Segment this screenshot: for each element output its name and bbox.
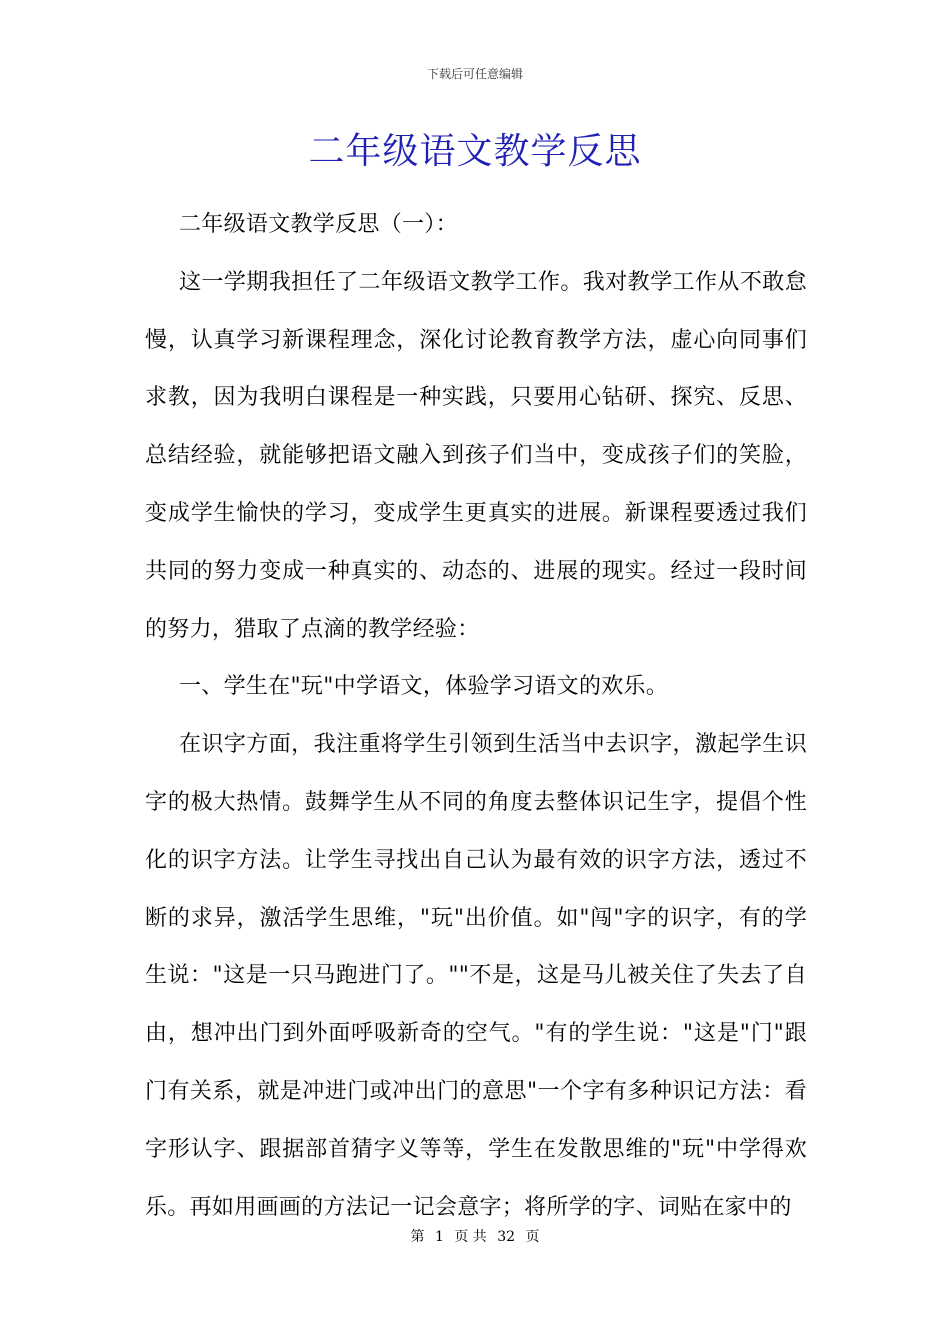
point-heading: 一、学生在"玩"中学语文，体验学习语文的欢乐。	[179, 674, 669, 700]
document-title: 二年级语文教学反思	[308, 131, 642, 172]
section-heading: 二年级语文教学反思（一）：	[179, 212, 458, 237]
body-paragraph: 在识字方面，我注重将学生引领到生活当中去识字，激起学生识字的极大热情。鼓舞学生从不同的角度去整体识记生字，提倡个性化的识字方法。让学生寻找出自己认为最有效的识字方法，透过不断的求异，激活学生思维，"玩"出价值。如"闯"字的识字，有的学生说："这是一只马跑进门了。""不是，这是马儿被关住了失去了自由，想冲出门到外面呼吸新奇的空气。"有的学生说："这是"门"跟门有关系，就是冲进门或冲出门的意思"一个字有多种识记方法：看字形认字、跟据部首猜字义等等，学生在发散思维的"玩"中学得欢乐。再如用画画的方法记一记会意字；将所学的字、词贴在家中的	[145, 732, 807, 1220]
page-prefix: 第	[410, 1229, 425, 1245]
page-header-note: 下载后可任意编辑	[426, 67, 523, 81]
body-paragraph: 这一学期我担任了二年级语文教学工作。我对教学工作从不敢怠慢，认真学习新课程理念，深化讨论教育教学方法，虚心向同事们求教，因为我明白课程是一种实践，只要用心钻研、探究、反思、总结经验，就能够把语文融入到孩子们当中，变成孩子们的笑脸，变成学生愉快的学习，变成学生更真实的进展。新课程要透过我们共同的努力变成一种真实的、动态的、进展的现实。经过一段时间的努力，猎取了点滴的教学经验：	[145, 269, 807, 642]
document-body	[145, 196, 807, 1236]
page-number: 1	[434, 1229, 444, 1245]
page-footer	[0, 1228, 950, 1246]
page-middle: 页 共	[454, 1229, 487, 1245]
page-suffix: 页	[525, 1229, 540, 1245]
page-total: 32	[497, 1229, 516, 1245]
